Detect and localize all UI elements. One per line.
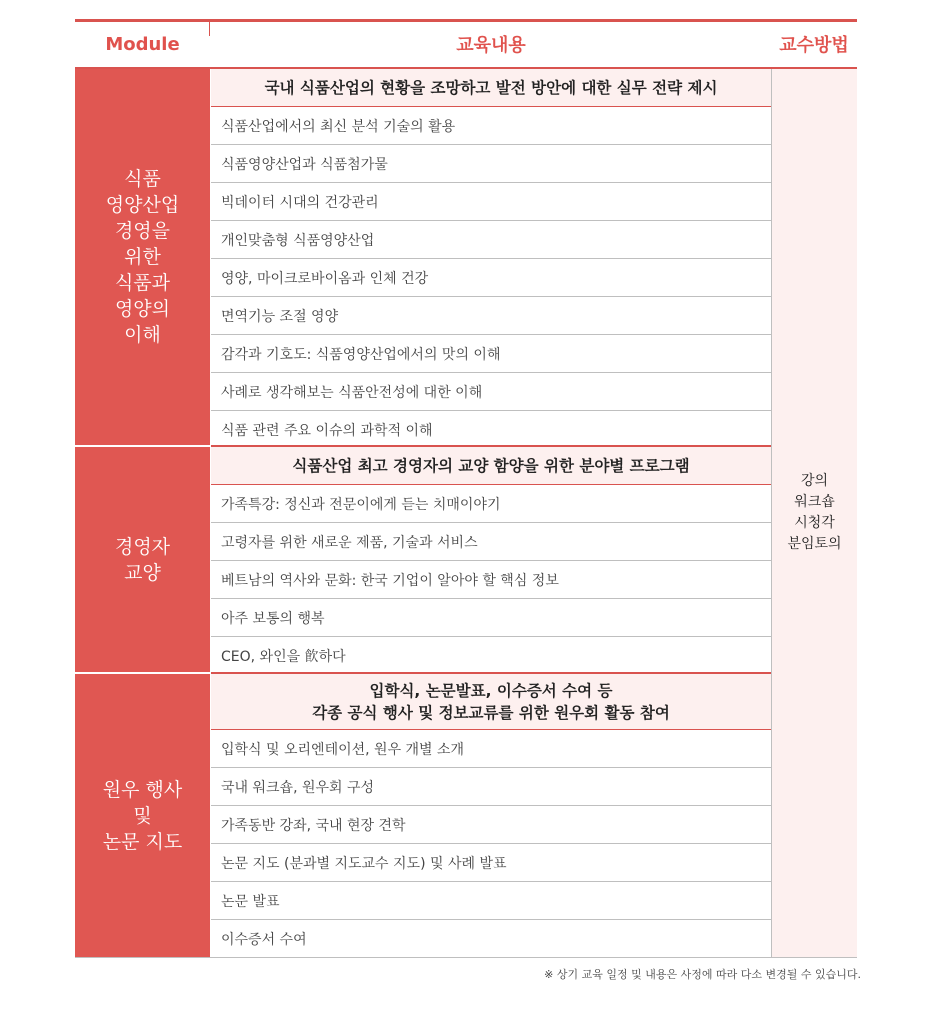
section-subtitle [211,445,771,485]
module-label: 경영자 교양 [114,535,171,584]
header-module: Module [105,33,180,55]
table-row: 고령자를 위한 새로운 제품, 기술과 서비스 [211,523,771,561]
module-cell-1 [75,69,210,445]
table-row: 논문 발표 [211,882,771,920]
table-row: 영양, 마이크로바이옴과 인체 건강 [211,259,771,297]
table-row: 논문 지도 (분과별 지도교수 지도) 및 사례 발표 [211,844,771,882]
table-bottom-rule [75,957,857,958]
section-subtitle [211,672,771,730]
module-label: 식품 영양산업 경영을 위한 식품과 영양의 이해 [105,168,180,346]
table-row: 식품 관련 주요 이슈의 과학적 이해 [221,423,433,439]
table-row: 국내 워크숍, 원우회 구성 [211,768,771,806]
table-row: 감각과 기호도: 식품영양산업에서의 맛의 이해 [211,335,771,373]
table-row: 아주 보통의 행복 [211,599,771,637]
table-row: 이수증서 수여 [221,932,307,948]
section-content-2 [211,445,771,675]
table-row: 빅데이터 시대의 건강관리 [211,183,771,221]
header-method: 교수방법 [779,35,849,56]
table-row: 가족동반 강좌, 국내 현장 견학 [211,806,771,844]
table-row: 개인맞춤형 식품영양산업 [211,221,771,259]
module-label: 원우 행사 및 논문 지도 [102,778,183,853]
section-subtitle-text: 식품산업 최고 경영자의 교양 함양을 위한 분야별 프로그램 [292,456,690,475]
module-cell-3 [75,674,210,957]
table-row: 입학식 및 오리엔테이션, 원우 개별 소개 [211,730,771,768]
module-cell-2 [75,447,210,672]
table-row: 식품영양산업과 식품첨가물 [211,145,771,183]
section-subtitle-text: 입학식, 논문발표, 이수증서 수여 등 각종 공식 행사 및 정보교류를 위한 원우회 활동 참여 [312,681,670,722]
table-row: CEO, 와인을 飮하다 [221,649,346,665]
table-row: 베트남의 역사와 문화: 한국 기업이 알아야 할 핵심 정보 [211,561,771,599]
section-content-1 [211,69,771,449]
table-row: 면역기능 조절 영양 [211,297,771,335]
header-content: 교육내용 [456,35,526,56]
method-text: 강의 워크숍 시청각 분임토의 [787,473,842,552]
table-row: 식품산업에서의 최신 분석 기술의 활용 [211,107,771,145]
table-row: 사례로 생각해보는 식품안전성에 대한 이해 [211,373,771,411]
section-subtitle-text: 국내 식품산업의 현황을 조망하고 발전 방안에 대한 실무 전략 제시 [264,78,718,97]
section-subtitle [211,69,771,107]
footnote: ※ 상기 교육 일정 및 내용은 사정에 따라 다소 변경될 수 있습니다. [544,968,861,981]
section-content-3 [211,672,771,958]
method-cell [771,69,857,957]
table-row: 가족특강: 정신과 전문이에게 듣는 치매이야기 [211,485,771,523]
